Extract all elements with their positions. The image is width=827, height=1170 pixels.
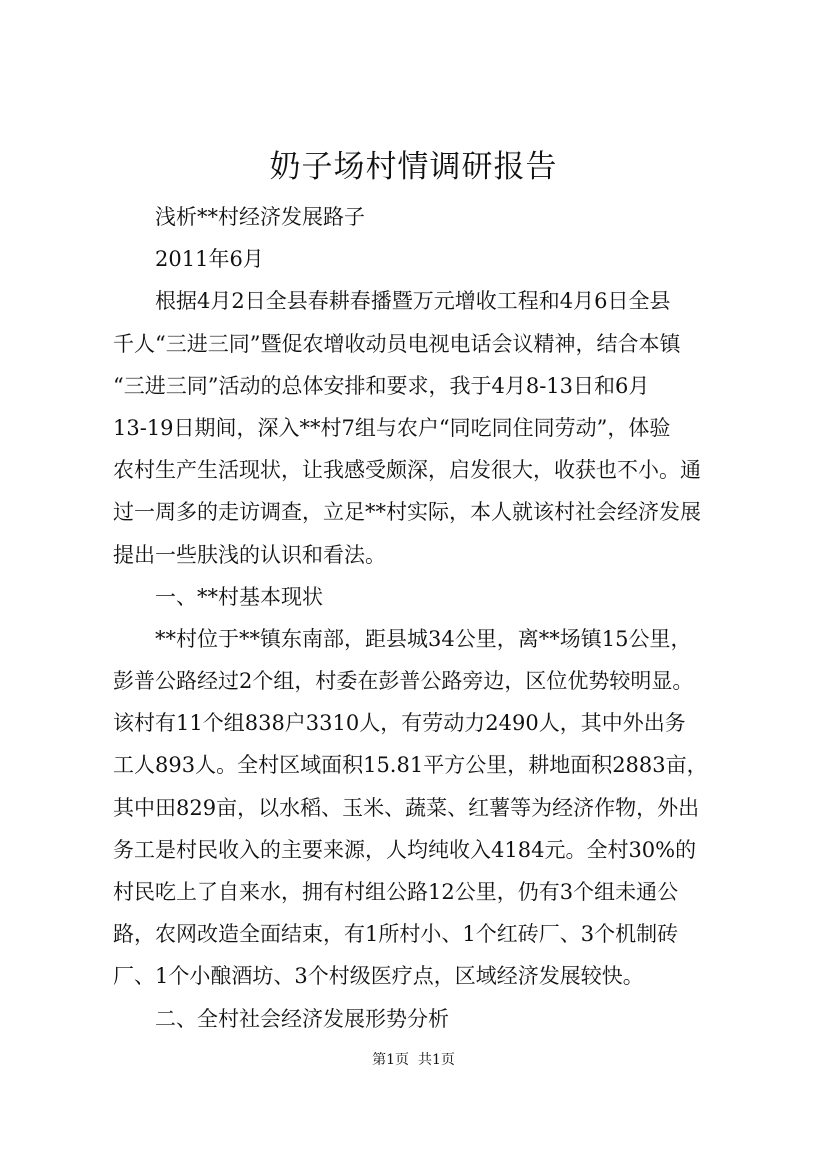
paragraph-line: “三进三同”活动的总体安排和要求，我于4月8-13日和6月 bbox=[113, 373, 650, 398]
paragraph-line: 工人893人。全村区域面积15.81平方公里，耕地面积2883亩， bbox=[113, 753, 708, 778]
paragraph-intro bbox=[113, 280, 743, 575]
paragraph-line: 彭普公路经过2个组，村委在彭普公路旁边，区位优势较明显。 bbox=[113, 669, 694, 694]
section-heading-1: 一、**村基本现状 bbox=[155, 584, 323, 609]
document-title: 奶子场村情调研报告 bbox=[269, 149, 558, 185]
paragraph-line: 厂、1个小酿酒坊、3个村级医疗点，区域经济发展较快。 bbox=[113, 964, 644, 989]
paragraph-line: 提出一些肤浅的认识和看法。 bbox=[113, 542, 386, 567]
paragraph-line: 务工是村民收入的主要来源，人均纯收入4184元。全村30%的 bbox=[113, 837, 697, 862]
paragraph-line: **村位于**镇东南部，距县城34公里，离**场镇15公里， bbox=[155, 626, 692, 651]
page-number-footer: 第1页 共1页 bbox=[372, 1052, 455, 1068]
paragraph-basic-status bbox=[113, 618, 743, 998]
date-line: 2011年6月 bbox=[155, 247, 264, 272]
paragraph-line: 其中田829亩，以水稻、玉米、蔬菜、红薯等为经济作物，外出 bbox=[113, 795, 700, 820]
paragraph-line: 根据4月2日全县春耕春播暨万元增收工程和4月6日全县 bbox=[155, 289, 671, 314]
subtitle: 浅析**村经济发展路子 bbox=[155, 205, 365, 229]
paragraph-line: 千人“三进三同”暨促农增收动员电视电话会议精神，结合本镇 bbox=[113, 331, 681, 356]
document-body bbox=[113, 196, 743, 1040]
paragraph-line: 该村有11个组838户3310人，有劳动力2490人，其中外出务 bbox=[113, 711, 686, 736]
paragraph-line: 村民吃上了自来水，拥有村组公路12公里，仍有3个组未通公 bbox=[113, 880, 679, 904]
section-heading-2: 二、全村社会经济发展形势分析 bbox=[155, 1006, 449, 1031]
paragraph-line: 13-19日期间，深入**村7组与农户“同吃同住同劳动”，体验 bbox=[113, 415, 671, 440]
paragraph-line: 过一周多的走访调查，立足**村实际，本人就该村社会经济发展 bbox=[113, 500, 701, 525]
paragraph-line: 农村生产生活现状，让我感受颇深，启发很大，收获也不小。通 bbox=[113, 458, 701, 483]
paragraph-line: 路，农网改造全面结束，有1所村小、1个红砖厂、3个机制砖 bbox=[113, 922, 679, 947]
